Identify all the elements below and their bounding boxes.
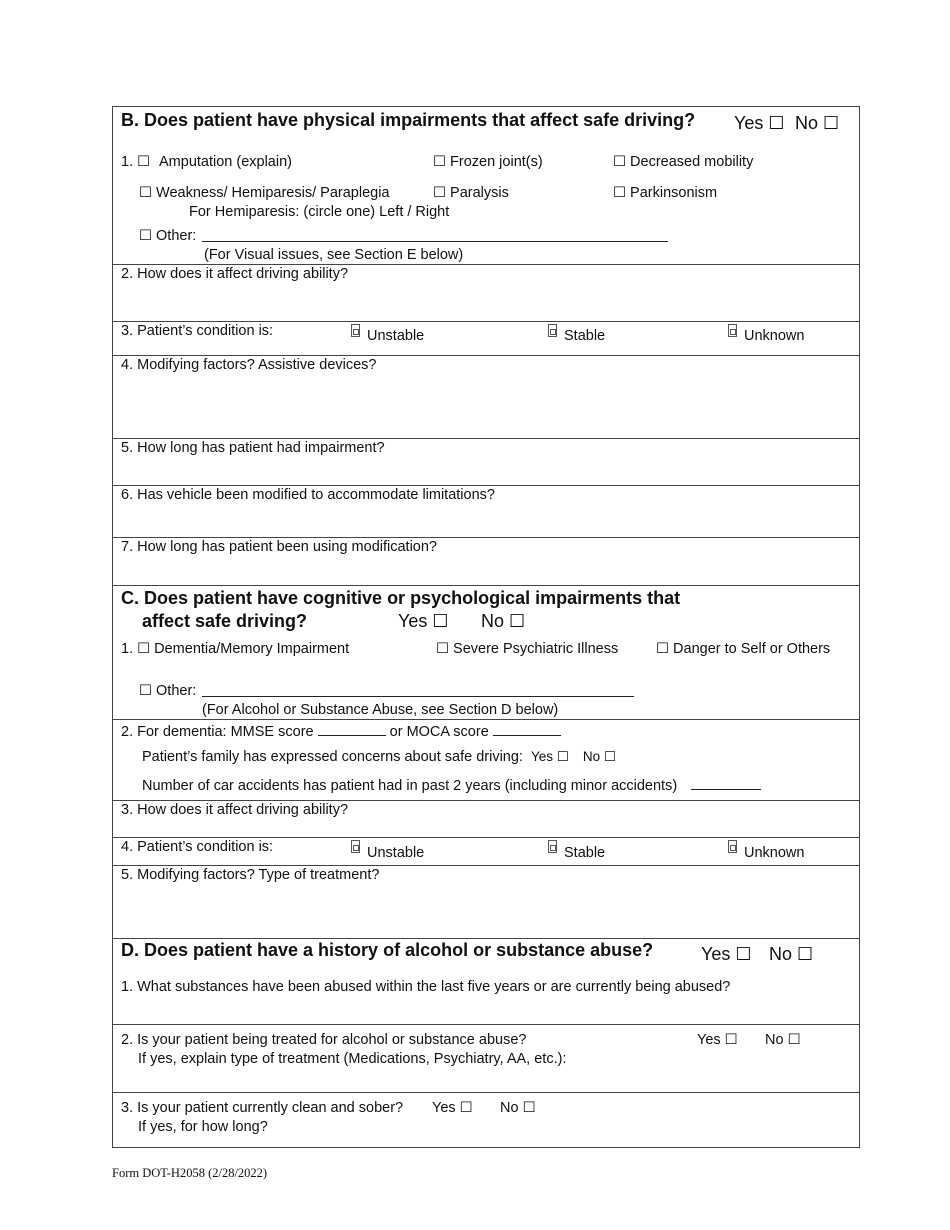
section-d-q2-no-checkbox[interactable]: No ☐ (765, 1032, 801, 1048)
section-c-unstable-label: Unstable (367, 845, 425, 861)
section-b-yes-checkbox[interactable]: Yes ☐ (734, 113, 785, 133)
section-c-stable-checkbox[interactable] (548, 840, 557, 853)
section-d-q3-no-checkbox[interactable]: No ☐ (500, 1100, 536, 1116)
decreased-mobility-option[interactable]: ☐ Decreased mobility (613, 154, 754, 170)
mmse-label: 2. For dementia: MMSE score (121, 724, 314, 740)
section-b-unknown-label: Unknown (744, 328, 805, 344)
section-d-no-checkbox[interactable]: No ☐ (769, 944, 814, 964)
family-concern-label: Patient’s family has expressed concerns about safe driving: (142, 749, 523, 765)
section-b-unstable-checkbox[interactable] (351, 324, 360, 337)
section-d-yes-checkbox[interactable]: Yes ☐ (701, 944, 752, 964)
section-c-stable-label: Stable (564, 845, 606, 861)
section-c-other-checkbox[interactable]: ☐ Other: (139, 683, 197, 699)
divider (113, 537, 859, 538)
dementia-scores (121, 721, 561, 741)
section-c-unstable-checkbox[interactable] (351, 840, 360, 853)
section-d-q2-yes-checkbox[interactable]: Yes ☐ (697, 1032, 738, 1048)
divider (113, 800, 859, 801)
alcohol-note: (For Alcohol or Substance Abuse, see Section D below) (202, 702, 559, 718)
accidents-count-field[interactable] (691, 775, 761, 790)
section-b-unstable-label: Unstable (367, 328, 425, 344)
divider (113, 1092, 859, 1093)
section-c-yes-checkbox[interactable]: Yes ☐ (398, 611, 449, 631)
section-c-unknown-checkbox[interactable] (728, 840, 737, 853)
divider (113, 719, 859, 720)
section-c-heading: C. Does patient have cognitive or psychological impairments that (121, 588, 681, 608)
mmse-score-field[interactable] (318, 721, 386, 736)
section-b-unknown-checkbox[interactable] (728, 324, 737, 337)
paralysis-option[interactable]: ☐ Paralysis (433, 185, 509, 201)
section-b-q6: 6. Has vehicle been modified to accommodate limitations? (121, 487, 495, 503)
section-b-q3: 3. Patient’s condition is: (121, 323, 274, 339)
psychiatric-option[interactable]: ☐ Severe Psychiatric Illness (436, 641, 619, 657)
section-c-unknown-label: Unknown (744, 845, 805, 861)
section-d-q1: 1. What substances have been abused within the last five years or are currently being abused? (121, 979, 731, 995)
section-b-q7: 7. How long has patient been using modification? (121, 539, 437, 555)
section-b-other-checkbox[interactable]: ☐ Other: (139, 228, 197, 244)
family-concern-row (142, 748, 616, 766)
section-b-other-line[interactable] (202, 227, 668, 242)
section-c-q3: 3. How does it affect driving ability? (121, 802, 349, 818)
divider (113, 355, 859, 356)
frozen-joint-option[interactable]: ☐ Frozen joint(s) (433, 154, 543, 170)
visual-issues-note: (For Visual issues, see Section E below) (204, 247, 464, 263)
danger-option[interactable]: ☐ Danger to Self or Others (656, 641, 831, 657)
section-b-heading: B. Does patient have physical impairments that affect safe driving? (121, 110, 696, 130)
section-c-other-line[interactable] (202, 682, 634, 697)
divider (113, 438, 859, 439)
section-c-q4: 4. Patient’s condition is: (121, 839, 274, 855)
section-c-no-checkbox[interactable]: No ☐ (481, 611, 526, 631)
accidents-label: Number of car accidents has patient had in past 2 years (including minor accidents) (142, 778, 678, 794)
accidents-row (142, 775, 761, 795)
section-d-heading: D. Does patient have a history of alcohol or substance abuse? (121, 940, 654, 960)
moca-label: or MOCA score (389, 724, 489, 740)
divider (113, 264, 859, 265)
section-d-q3-followup: If yes, for how long? (138, 1119, 268, 1135)
divider (113, 837, 859, 838)
divider (113, 321, 859, 322)
divider (113, 585, 859, 586)
section-c-heading-line2: affect safe driving? (142, 611, 308, 631)
section-d-q3: 3. Is your patient currently clean and sober? (121, 1100, 404, 1116)
weakness-option[interactable]: ☐ Weakness/ Hemiparesis/ Paraplegia (139, 185, 390, 201)
family-concern-no-checkbox[interactable]: No ☐ (582, 749, 617, 764)
section-c-q5: 5. Modifying factors? Type of treatment? (121, 867, 380, 883)
dementia-option[interactable]: 1. ☐ Dementia/Memory Impairment (121, 641, 350, 657)
section-d-q2-followup: If yes, explain type of treatment (Medications, Psychiatry, AA, etc.): (138, 1051, 567, 1067)
form-footer: Form DOT-H2058 (2/28/2022) (112, 1166, 268, 1180)
hemiparesis-note: For Hemiparesis: (circle one) Left / Right (189, 204, 450, 220)
medical-form (112, 106, 860, 1148)
section-b-q4: 4. Modifying factors? Assistive devices? (121, 357, 377, 373)
section-d-q2: 2. Is your patient being treated for alcohol or substance abuse? (121, 1032, 527, 1048)
section-d-q3-yes-checkbox[interactable]: Yes ☐ (432, 1100, 473, 1116)
parkinsonism-option[interactable]: ☐ Parkinsonism (613, 185, 718, 201)
amputation-checkbox[interactable]: 1. ☐ (121, 154, 151, 170)
section-b-no-checkbox[interactable]: No ☐ (795, 113, 840, 133)
family-concern-yes-checkbox[interactable]: Yes ☐ (531, 749, 569, 764)
section-b-stable-checkbox[interactable] (548, 324, 557, 337)
section-b-q5: 5. How long has patient had impairment? (121, 440, 385, 456)
divider (113, 865, 859, 866)
moca-score-field[interactable] (493, 721, 561, 736)
amputation-label: Amputation (explain) (159, 154, 292, 170)
divider (113, 485, 859, 486)
section-b-stable-label: Stable (564, 328, 606, 344)
divider (113, 1024, 859, 1025)
section-b-q2: 2. How does it affect driving ability? (121, 266, 349, 282)
